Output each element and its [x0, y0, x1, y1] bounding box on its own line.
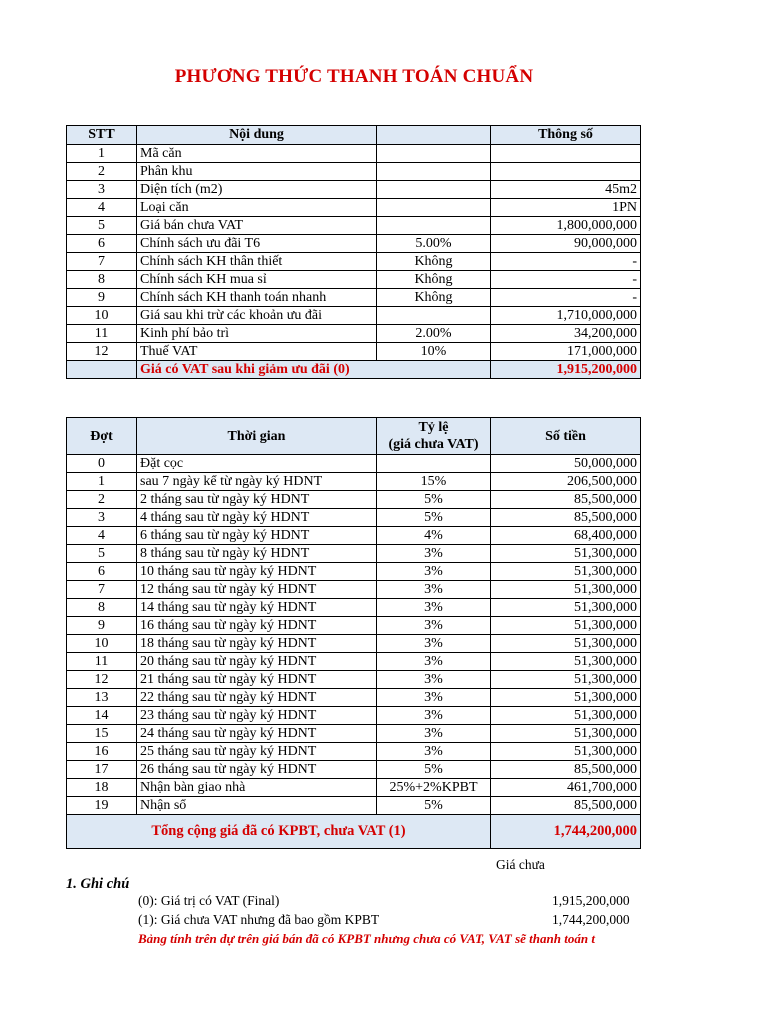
summary-cell-value: 1,800,000,000	[491, 217, 641, 235]
header-content: Nội dung	[137, 126, 377, 145]
schedule-cell-rate: 3%	[377, 635, 491, 653]
summary-cell-stt: 2	[67, 163, 137, 181]
schedule-row	[67, 563, 641, 581]
summary-cell-rate	[377, 181, 491, 199]
schedule-row	[67, 635, 641, 653]
price-summary-header	[67, 126, 641, 145]
schedule-row	[67, 455, 641, 473]
summary-cell-stt: 11	[67, 325, 137, 343]
summary-cell-value: -	[491, 253, 641, 271]
note-line2-value: 1,744,200,000	[552, 912, 630, 927]
schedule-cell-amount: 51,300,000	[491, 581, 641, 599]
schedule-cell-time: 26 tháng sau từ ngày ký HDNT	[137, 761, 377, 779]
header-rate	[377, 418, 491, 455]
schedule-cell-time: 12 tháng sau từ ngày ký HDNT	[137, 581, 377, 599]
price-summary-table	[66, 125, 641, 379]
total-value: 1,915,200,000	[491, 361, 641, 379]
payment-schedule-header	[67, 418, 641, 455]
schedule-cell-time: 14 tháng sau từ ngày ký HDNT	[137, 599, 377, 617]
summary-cell-content: Kinh phí bảo trì	[137, 325, 377, 343]
schedule-row	[67, 599, 641, 617]
summary-cell-rate	[377, 217, 491, 235]
summary-cell-rate: 5.00%	[377, 235, 491, 253]
schedule-total-label: Tổng cộng giá đã có KPBT, chưa VAT (1)	[67, 815, 491, 849]
schedule-cell-rate	[377, 455, 491, 473]
header-time: Thời gian	[137, 418, 377, 455]
schedule-cell-amount: 51,300,000	[491, 617, 641, 635]
schedule-cell-time: 20 tháng sau từ ngày ký HDNT	[137, 653, 377, 671]
schedule-cell-dot: 4	[67, 527, 137, 545]
summary-cell-rate: 10%	[377, 343, 491, 361]
summary-row	[67, 307, 641, 325]
schedule-cell-dot: 13	[67, 689, 137, 707]
schedule-row	[67, 671, 641, 689]
note-line2-label: (1): Giá chưa VAT nhưng đã bao gồm KPBT	[138, 912, 380, 927]
below-table-text: Giá chưa	[496, 857, 545, 872]
summary-cell-content: Chính sách ưu đãi T6	[137, 235, 377, 253]
schedule-cell-amount: 85,500,000	[491, 761, 641, 779]
schedule-cell-time: 21 tháng sau từ ngày ký HDNT	[137, 671, 377, 689]
schedule-cell-amount: 85,500,000	[491, 491, 641, 509]
total-label: Giá có VAT sau khi giảm ưu đãi (0)	[137, 361, 491, 379]
summary-cell-stt: 4	[67, 199, 137, 217]
schedule-cell-rate: 5%	[377, 797, 491, 815]
schedule-cell-amount: 85,500,000	[491, 509, 641, 527]
header-amount: Số tiền	[491, 418, 641, 455]
schedule-cell-dot: 14	[67, 707, 137, 725]
summary-cell-value: 1,710,000,000	[491, 307, 641, 325]
note-line1-value: 1,915,200,000	[552, 893, 630, 908]
summary-cell-value: 90,000,000	[491, 235, 641, 253]
summary-row	[67, 145, 641, 163]
summary-row	[67, 289, 641, 307]
schedule-cell-time: Nhận bàn giao nhà	[137, 779, 377, 797]
schedule-cell-amount: 51,300,000	[491, 671, 641, 689]
summary-cell-stt: 8	[67, 271, 137, 289]
schedule-row	[67, 797, 641, 815]
summary-cell-value: 171,000,000	[491, 343, 641, 361]
schedule-cell-time: 10 tháng sau từ ngày ký HDNT	[137, 563, 377, 581]
schedule-cell-amount: 50,000,000	[491, 455, 641, 473]
header-rate-line2: (giá chưa VAT)	[388, 437, 479, 452]
summary-cell-rate: Không	[377, 253, 491, 271]
schedule-cell-dot: 0	[67, 455, 137, 473]
schedule-cell-time: 25 tháng sau từ ngày ký HDNT	[137, 743, 377, 761]
summary-cell-content: Mã căn	[137, 145, 377, 163]
summary-cell-stt: 5	[67, 217, 137, 235]
schedule-cell-rate: 3%	[377, 725, 491, 743]
header-value: Thông số	[491, 126, 641, 145]
schedule-row	[67, 491, 641, 509]
summary-cell-content: Giá sau khi trừ các khoản ưu đãi	[137, 307, 377, 325]
summary-row	[67, 235, 641, 253]
summary-row	[67, 271, 641, 289]
schedule-cell-dot: 15	[67, 725, 137, 743]
schedule-cell-amount: 206,500,000	[491, 473, 641, 491]
schedule-row	[67, 689, 641, 707]
summary-row	[67, 217, 641, 235]
schedule-row	[67, 653, 641, 671]
summary-cell-rate	[377, 163, 491, 181]
schedule-cell-time: 8 tháng sau từ ngày ký HDNT	[137, 545, 377, 563]
schedule-cell-time: 4 tháng sau từ ngày ký HDNT	[137, 509, 377, 527]
schedule-cell-rate: 3%	[377, 563, 491, 581]
schedule-cell-rate: 5%	[377, 491, 491, 509]
header-stt: STT	[67, 126, 137, 145]
schedule-cell-rate: 15%	[377, 473, 491, 491]
schedule-cell-dot: 6	[67, 563, 137, 581]
summary-cell-value: 45m2	[491, 181, 641, 199]
schedule-cell-time: sau 7 ngày kể từ ngày ký HDNT	[137, 473, 377, 491]
schedule-cell-amount: 51,300,000	[491, 689, 641, 707]
payment-schedule-table	[66, 417, 641, 849]
summary-cell-rate: Không	[377, 271, 491, 289]
summary-cell-stt: 12	[67, 343, 137, 361]
schedule-cell-dot: 8	[67, 599, 137, 617]
summary-cell-value: -	[491, 289, 641, 307]
schedule-cell-time: 18 tháng sau từ ngày ký HDNT	[137, 635, 377, 653]
schedule-row	[67, 761, 641, 779]
schedule-cell-dot: 3	[67, 509, 137, 527]
schedule-cell-dot: 7	[67, 581, 137, 599]
summary-cell-stt: 7	[67, 253, 137, 271]
schedule-cell-time: Đặt cọc	[137, 455, 377, 473]
schedule-cell-time: 2 tháng sau từ ngày ký HDNT	[137, 491, 377, 509]
schedule-cell-rate: 3%	[377, 617, 491, 635]
summary-cell-stt: 6	[67, 235, 137, 253]
summary-cell-value	[491, 163, 641, 181]
schedule-cell-time: 16 tháng sau từ ngày ký HDNT	[137, 617, 377, 635]
schedule-cell-time: 24 tháng sau từ ngày ký HDNT	[137, 725, 377, 743]
schedule-cell-rate: 5%	[377, 509, 491, 527]
summary-cell-stt: 10	[67, 307, 137, 325]
schedule-cell-rate: 3%	[377, 743, 491, 761]
schedule-cell-rate: 3%	[377, 671, 491, 689]
summary-cell-content: Chính sách KH thân thiết	[137, 253, 377, 271]
summary-cell-value: -	[491, 271, 641, 289]
schedule-cell-rate: 3%	[377, 689, 491, 707]
schedule-row	[67, 743, 641, 761]
schedule-cell-rate: 3%	[377, 545, 491, 563]
schedule-cell-dot: 17	[67, 761, 137, 779]
schedule-cell-dot: 16	[67, 743, 137, 761]
schedule-cell-dot: 9	[67, 617, 137, 635]
schedule-cell-time: 6 tháng sau từ ngày ký HDNT	[137, 527, 377, 545]
schedule-cell-dot: 18	[67, 779, 137, 797]
schedule-cell-rate: 3%	[377, 581, 491, 599]
schedule-cell-rate: 3%	[377, 599, 491, 617]
schedule-cell-rate: 3%	[377, 707, 491, 725]
schedule-cell-amount: 85,500,000	[491, 797, 641, 815]
schedule-cell-amount: 51,300,000	[491, 725, 641, 743]
summary-cell-content: Thuế VAT	[137, 343, 377, 361]
summary-cell-stt: 3	[67, 181, 137, 199]
summary-cell-value: 1PN	[491, 199, 641, 217]
schedule-cell-dot: 19	[67, 797, 137, 815]
summary-cell-content: Loại căn	[137, 199, 377, 217]
schedule-cell-dot: 10	[67, 635, 137, 653]
summary-row	[67, 325, 641, 343]
summary-cell-rate: 2.00%	[377, 325, 491, 343]
header-rate-line1: Tỷ lệ	[418, 420, 449, 435]
schedule-cell-time: Nhận sổ	[137, 797, 377, 815]
summary-cell-stt: 1	[67, 145, 137, 163]
schedule-cell-rate: 5%	[377, 761, 491, 779]
summary-cell-content: Phân khu	[137, 163, 377, 181]
summary-cell-value	[491, 145, 641, 163]
schedule-cell-amount: 51,300,000	[491, 563, 641, 581]
schedule-cell-amount: 68,400,000	[491, 527, 641, 545]
schedule-row	[67, 545, 641, 563]
price-summary-total-row	[67, 361, 641, 379]
summary-row	[67, 253, 641, 271]
summary-row	[67, 163, 641, 181]
schedule-cell-dot: 12	[67, 671, 137, 689]
schedule-cell-amount: 51,300,000	[491, 635, 641, 653]
schedule-cell-dot: 5	[67, 545, 137, 563]
summary-cell-content: Giá bán chưa VAT	[137, 217, 377, 235]
note-line1-label: (0): Giá trị có VAT (Final)	[138, 893, 280, 908]
summary-cell-content: Chính sách KH mua sỉ	[137, 271, 377, 289]
schedule-row	[67, 617, 641, 635]
note-warning: Bảng tính trên dự trên giá bán đã có KPBT nhưng chưa có VAT, VAT sẽ thanh toán t	[138, 931, 595, 946]
schedule-cell-amount: 51,300,000	[491, 707, 641, 725]
summary-cell-content: Chính sách KH thanh toán nhanh	[137, 289, 377, 307]
summary-cell-rate	[377, 145, 491, 163]
schedule-cell-amount: 51,300,000	[491, 599, 641, 617]
summary-cell-stt: 9	[67, 289, 137, 307]
header-dot: Đợt	[67, 418, 137, 455]
schedule-row	[67, 725, 641, 743]
schedule-row	[67, 473, 641, 491]
summary-cell-rate: Không	[377, 289, 491, 307]
schedule-cell-dot: 11	[67, 653, 137, 671]
summary-row	[67, 343, 641, 361]
payment-schedule-total-row	[67, 815, 641, 849]
summary-cell-rate	[377, 307, 491, 325]
summary-cell-value: 34,200,000	[491, 325, 641, 343]
summary-row	[67, 181, 641, 199]
schedule-cell-amount: 51,300,000	[491, 545, 641, 563]
schedule-cell-dot: 2	[67, 491, 137, 509]
header-rate	[377, 126, 491, 145]
schedule-cell-amount: 461,700,000	[491, 779, 641, 797]
summary-cell-content: Diện tích (m2)	[137, 181, 377, 199]
schedule-row	[67, 779, 641, 797]
schedule-total-value: 1,744,200,000	[491, 815, 641, 849]
schedule-cell-rate: 3%	[377, 653, 491, 671]
schedule-cell-time: 22 tháng sau từ ngày ký HDNT	[137, 689, 377, 707]
schedule-cell-amount: 51,300,000	[491, 653, 641, 671]
summary-cell-rate	[377, 199, 491, 217]
notes-title: 1. Ghi chú	[66, 876, 130, 892]
schedule-row	[67, 707, 641, 725]
schedule-cell-time: 23 tháng sau từ ngày ký HDNT	[137, 707, 377, 725]
schedule-row	[67, 509, 641, 527]
summary-row	[67, 199, 641, 217]
page-title: PHƯƠNG THỨC THANH TOÁN CHUẨN	[174, 66, 534, 87]
total-empty-cell	[67, 361, 137, 379]
schedule-row	[67, 527, 641, 545]
schedule-cell-dot: 1	[67, 473, 137, 491]
schedule-cell-rate: 4%	[377, 527, 491, 545]
schedule-row	[67, 581, 641, 599]
schedule-cell-rate: 25%+2%KPBT	[377, 779, 491, 797]
schedule-cell-amount: 51,300,000	[491, 743, 641, 761]
